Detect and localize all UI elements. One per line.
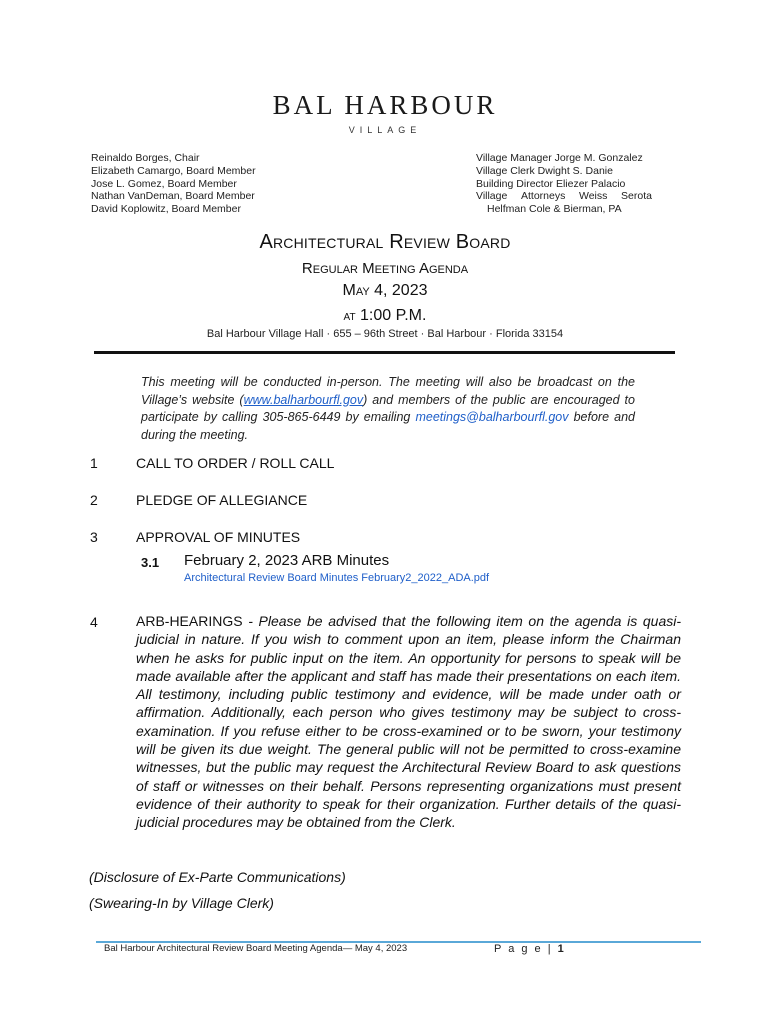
board-member: David Koplowitz, Board Member xyxy=(91,203,241,216)
swearing-in-note: (Swearing-In by Village Clerk) xyxy=(89,895,274,911)
footer-title: Bal Harbour Architectural Review Board Meeting Agenda— May 4, 2023 xyxy=(104,943,408,954)
ex-parte-note: (Disclosure of Ex-Parte Communications) xyxy=(89,869,346,885)
page-indicator xyxy=(494,943,564,955)
page-label: P a g e | xyxy=(494,943,553,955)
meeting-date: May 4, 2023 xyxy=(342,282,428,299)
email-link[interactable]: meetings@balharbourfl.gov xyxy=(415,410,569,424)
website-link[interactable]: www.balharbourfl.gov xyxy=(243,392,364,407)
meeting-address: Bal Harbour Village Hall · 655 – 96th Street · Bal Harbour · Florida 33154 xyxy=(206,328,564,340)
village-manager: Village Manager Jorge M. Gonzalez xyxy=(476,152,643,164)
logo-subtitle: VILLAGE xyxy=(348,125,422,135)
agenda-item-number: 2 xyxy=(90,492,98,508)
attorneys-word: Serota xyxy=(621,190,652,203)
sub-item-number: 3.1 xyxy=(141,555,160,570)
logo-title: BAL HARBOUR xyxy=(272,90,498,120)
agenda-item-minutes: APPROVAL OF MINUTES xyxy=(136,529,301,545)
meeting-notice: This meeting will be conducted in-person. The meeting will also be broadcast on the Village’s website (www.balharbourfl.gov) and members of the public are encouraged to participate by calling 305-865-6449 by emailing meetings@balharbourfl.gov before and during the meeting. xyxy=(141,375,635,442)
board-member: Nathan VanDeman, Board Member xyxy=(91,190,255,203)
building-director: Building Director Eliezer Palacio xyxy=(476,177,626,190)
board-member: Jose L. Gomez, Board Member xyxy=(91,177,237,190)
meeting-time xyxy=(0,307,770,325)
hearings-lead: ARB-HEARINGS xyxy=(136,613,243,629)
sub-item-label: February 2, 2023 ARB Minutes xyxy=(184,552,390,569)
attorneys-word: Village xyxy=(476,190,508,203)
village-officials-list xyxy=(476,152,656,216)
agenda-item-pledge: PLEDGE OF ALLEGIANCE xyxy=(136,492,308,508)
header-divider xyxy=(94,351,675,354)
hearings-text: - Please be advised that the following item on the agenda is quasi-judicial in nature. If you wish to comment upon an item, please inform the Chairman when he asks for public input on the item. An opportunity for persons to speak will be made available after the applicant and staff has made their presentations on each item. All testimony, including public testimony and evidence, will be made under oath or affirmation. Additionally, each person who gives testimony may be subject to cross-examination. If you refuse either to be cross-examined or to be sworn, your testimony will be given its due weight. The general public will not be permitted to cross-examine witnesses, but the public may request the Architectural Review Board to ask questions of staff or witnesses on their behalf. Persons representing organizations must present evidence of their authority to speak for their organization. Further details of the quasi-judicial procedures may be obtained from the Clerk. xyxy=(136,613,681,831)
page-number: 1 xyxy=(557,943,564,955)
board-member: Reinaldo Borges, Chair xyxy=(91,152,200,164)
village-attorneys-line2: Helfman Cole & Bierman, PA xyxy=(487,203,622,216)
agenda-title: Regular Meeting Agenda xyxy=(301,260,469,277)
board-member: Elizabeth Camargo, Board Member xyxy=(91,164,256,177)
attorneys-word: Weiss xyxy=(578,190,608,203)
arb-hearings-paragraph xyxy=(136,612,681,832)
agenda-item-number: 4 xyxy=(90,614,98,630)
minutes-pdf-link[interactable]: Architectural Review Board Minutes February2_2022_ADA.pdf xyxy=(184,572,490,584)
meeting-time-value: 1:00 P.M. xyxy=(360,307,427,324)
board-members-list xyxy=(91,152,256,216)
agenda-item-number: 3 xyxy=(90,529,98,545)
attorneys-word: Attorneys xyxy=(520,190,566,203)
board-title: Architectural Review Board xyxy=(259,231,511,253)
agenda-item-call-to-order: CALL TO ORDER / ROLL CALL xyxy=(136,455,335,471)
village-clerk: Village Clerk Dwight S. Danie xyxy=(476,164,613,177)
village-attorneys-line1 xyxy=(476,190,652,203)
agenda-item-number: 1 xyxy=(90,455,98,471)
meeting-time-at: at xyxy=(343,307,356,323)
